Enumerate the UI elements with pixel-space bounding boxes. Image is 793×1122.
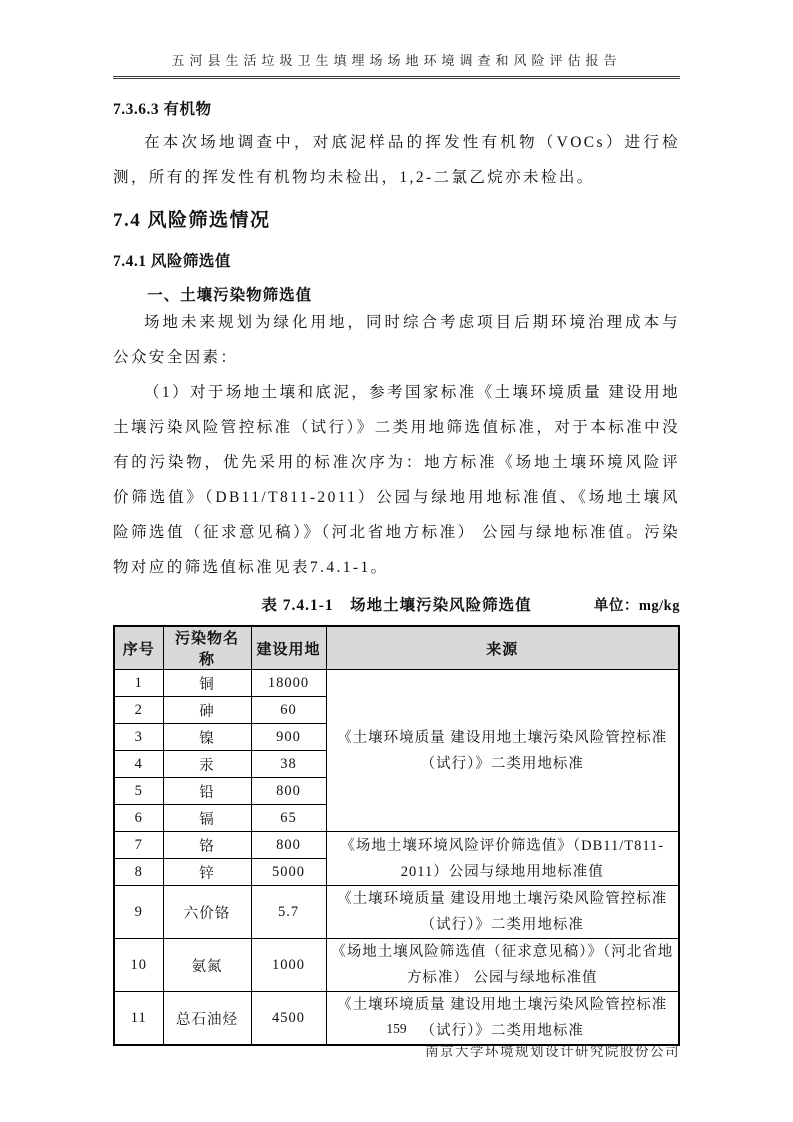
cell-value: 4500 xyxy=(251,992,326,1046)
cell-value: 800 xyxy=(251,832,326,859)
cell-index: 1 xyxy=(114,670,163,697)
cell-source: 《土壤环境质量 建设用地土壤污染风险管控标准（试行）》二类用地标准 xyxy=(326,886,679,939)
table-row xyxy=(114,886,679,939)
table-unit-label: 单位：mg/kg xyxy=(593,598,680,614)
cell-index: 8 xyxy=(114,859,163,886)
cell-value: 60 xyxy=(251,697,326,724)
cell-pollutant: 铬 xyxy=(163,832,251,859)
soil-screening-table xyxy=(113,625,680,1046)
paragraph-organics: 在本次场地调查中，对底泥样品的挥发性有机物（VOCs）进行检测，所有的挥发性有机物均未检出，1,2-二氯乙烷亦未检出。 xyxy=(113,134,680,186)
paragraph-planning: 场地未来规划为绿化用地，同时综合考虑项目后期环境治理成本与公众安全因素： xyxy=(113,314,680,366)
footer-company-name: 南京大学环境规划设计研究院股份公司 xyxy=(425,1044,680,1059)
cell-pollutant: 六价铬 xyxy=(163,886,251,939)
cell-index: 11 xyxy=(114,992,163,1046)
table-header-row xyxy=(114,626,679,670)
heading-7-4-1-risk-screening-value: 7.4.1 风险筛选值 xyxy=(113,253,231,270)
table-row xyxy=(114,670,679,697)
col-header-index: 序号 xyxy=(114,626,163,670)
cell-value: 38 xyxy=(251,751,326,778)
cell-pollutant: 铅 xyxy=(163,778,251,805)
cell-pollutant: 镉 xyxy=(163,805,251,832)
cell-index: 7 xyxy=(114,832,163,859)
cell-index: 3 xyxy=(114,724,163,751)
cell-value: 5.7 xyxy=(251,886,326,939)
cell-value: 5000 xyxy=(251,859,326,886)
cell-index: 9 xyxy=(114,886,163,939)
cell-index: 10 xyxy=(114,939,163,992)
cell-pollutant: 镍 xyxy=(163,724,251,751)
cell-index: 5 xyxy=(114,778,163,805)
cell-value: 65 xyxy=(251,805,326,832)
heading-7-3-6-3-organics: 7.3.6.3 有机物 xyxy=(113,101,212,118)
col-header-pollutant: 污染物名称 xyxy=(163,626,251,670)
cell-value: 800 xyxy=(251,778,326,805)
cell-pollutant: 汞 xyxy=(163,751,251,778)
table-row xyxy=(114,939,679,992)
cell-source: 《场地土壤环境风险评价筛选值》（DB11/T811-2011）公园与绿地用地标准值 xyxy=(326,832,679,886)
cell-value: 900 xyxy=(251,724,326,751)
cell-pollutant: 锌 xyxy=(163,859,251,886)
cell-source: 《土壤环境质量 建设用地土壤污染风险管控标准（试行）》二类用地标准 xyxy=(326,670,679,832)
cell-value: 1000 xyxy=(251,939,326,992)
subheading-soil-pollutant-screening: 一、土壤污染物筛选值 xyxy=(147,287,313,304)
paragraph-standards: （1）对于场地土壤和底泥，参考国家标准《土壤环境质量 建设用地土壤污染风险管控标准（试行）》二类用地筛选值标准，对于本标准中没有的污染物，优先采用的标准次序为：地方标准《场地土壤环境风险评价筛选值》（DB11/T811-2011）公园与绿地用地标准值、《场地土壤风险筛选值（征求意见稿）》（河北省地方标准） 公园与绿地标准值。污染物对应的筛选值标准见表7.4.1-1。 xyxy=(113,384,680,576)
table-caption: 表 7.4.1-1 场地土壤污染风险筛选值 xyxy=(261,597,532,614)
table-row xyxy=(114,832,679,859)
cell-index: 6 xyxy=(114,805,163,832)
cell-pollutant: 氨氮 xyxy=(163,939,251,992)
report-header-title: 五河县生活垃圾卫生填埋场场地环境调查和风险评估报告 xyxy=(113,0,680,79)
cell-value: 18000 xyxy=(251,670,326,697)
cell-pollutant: 铜 xyxy=(163,670,251,697)
cell-pollutant: 砷 xyxy=(163,697,251,724)
page-number: 159 xyxy=(386,1021,407,1036)
cell-index: 4 xyxy=(114,751,163,778)
col-header-construction-land: 建设用地 xyxy=(251,626,326,670)
cell-pollutant: 总石油烃 xyxy=(163,992,251,1046)
cell-source: 《土壤环境质量 建设用地土壤污染风险管控标准（试行）》二类用地标准 xyxy=(326,992,679,1046)
cell-source: 《场地土壤风险筛选值（征求意见稿）》（河北省地方标准） 公园与绿地标准值 xyxy=(326,939,679,992)
page-content xyxy=(113,0,680,1046)
table-caption-row xyxy=(113,594,680,618)
col-header-source: 来源 xyxy=(326,626,679,670)
cell-index: 2 xyxy=(114,697,163,724)
heading-7-4-risk-screening: 7.4 风险筛选情况 xyxy=(113,210,271,231)
